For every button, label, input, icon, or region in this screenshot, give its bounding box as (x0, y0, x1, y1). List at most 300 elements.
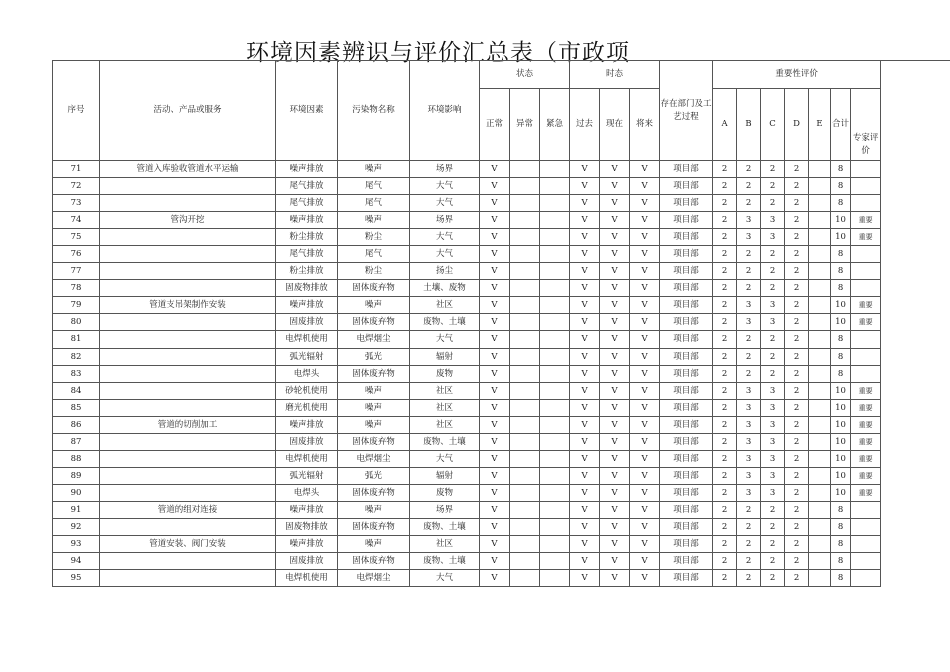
seq-cell: 79 (53, 297, 100, 314)
expert-cell: 重要 (851, 433, 881, 450)
dept-cell: 项目部 (660, 365, 713, 382)
score-c: 2 (761, 246, 785, 263)
score-e (809, 297, 831, 314)
score-b: 2 (737, 331, 761, 348)
abnormal-mark (510, 518, 540, 535)
score-c: 2 (761, 553, 785, 570)
table-row (53, 484, 881, 501)
future-mark: V (630, 433, 660, 450)
score-b: 2 (737, 365, 761, 382)
score-b: 2 (737, 263, 761, 280)
score-d: 2 (785, 246, 809, 263)
factor-cell: 噪声排放 (276, 536, 338, 553)
normal-mark: V (480, 229, 510, 246)
normal-mark: V (480, 467, 510, 484)
past-mark: V (570, 382, 600, 399)
score-e (809, 212, 831, 229)
score-d: 2 (785, 348, 809, 365)
impact-cell: 大气 (410, 195, 480, 212)
score-e (809, 195, 831, 212)
seq-cell: 77 (53, 263, 100, 280)
past-mark: V (570, 536, 600, 553)
present-mark: V (600, 314, 630, 331)
normal-mark: V (480, 536, 510, 553)
future-mark: V (630, 331, 660, 348)
dept-cell: 项目部 (660, 536, 713, 553)
header-tense: 时态 (570, 61, 660, 89)
expert-cell: 重要 (851, 212, 881, 229)
score-b: 3 (737, 433, 761, 450)
pollutant-cell: 固体废弃物 (338, 553, 410, 570)
score-b: 2 (737, 280, 761, 297)
factor-cell: 噪声排放 (276, 212, 338, 229)
header-imp-e: E (809, 89, 831, 161)
table-row (53, 553, 881, 570)
activity-cell (100, 195, 276, 212)
pollutant-cell: 固体废弃物 (338, 280, 410, 297)
future-mark: V (630, 263, 660, 280)
impact-cell: 社区 (410, 536, 480, 553)
score-b: 2 (737, 246, 761, 263)
future-mark: V (630, 518, 660, 535)
pollutant-cell: 噪声 (338, 501, 410, 518)
past-mark: V (570, 467, 600, 484)
score-c: 2 (761, 195, 785, 212)
score-c: 2 (761, 178, 785, 195)
future-mark: V (630, 570, 660, 587)
score-e (809, 536, 831, 553)
score-e (809, 570, 831, 587)
score-a: 2 (713, 484, 737, 501)
total-cell: 10 (831, 314, 851, 331)
past-mark: V (570, 161, 600, 178)
total-cell: 10 (831, 450, 851, 467)
seq-cell: 84 (53, 382, 100, 399)
past-mark: V (570, 280, 600, 297)
score-b: 3 (737, 297, 761, 314)
past-mark: V (570, 399, 600, 416)
expert-cell (851, 263, 881, 280)
factor-cell: 固废排放 (276, 553, 338, 570)
score-d: 2 (785, 518, 809, 535)
table-row (53, 246, 881, 263)
abnormal-mark (510, 348, 540, 365)
score-a: 2 (713, 553, 737, 570)
header-state-abnormal: 异常 (510, 89, 540, 161)
activity-cell: 管道入库验收管道水平运输 (100, 161, 276, 178)
score-e (809, 178, 831, 195)
score-d: 2 (785, 450, 809, 467)
expert-cell: 重要 (851, 416, 881, 433)
score-d: 2 (785, 399, 809, 416)
score-a: 2 (713, 348, 737, 365)
score-c: 3 (761, 297, 785, 314)
table-row (53, 263, 881, 280)
normal-mark: V (480, 450, 510, 467)
total-cell: 8 (831, 246, 851, 263)
score-a: 2 (713, 195, 737, 212)
activity-cell (100, 570, 276, 587)
table-row (53, 416, 881, 433)
past-mark: V (570, 229, 600, 246)
table-row (53, 536, 881, 553)
dept-cell: 项目部 (660, 501, 713, 518)
impact-cell: 废物、土壤 (410, 433, 480, 450)
activity-cell (100, 178, 276, 195)
score-e (809, 365, 831, 382)
factor-cell: 电焊头 (276, 484, 338, 501)
dept-cell: 项目部 (660, 178, 713, 195)
score-a: 2 (713, 570, 737, 587)
abnormal-mark (510, 263, 540, 280)
score-e (809, 484, 831, 501)
seq-cell: 92 (53, 518, 100, 535)
abnormal-mark (510, 399, 540, 416)
total-cell: 10 (831, 229, 851, 246)
present-mark: V (600, 570, 630, 587)
total-cell: 8 (831, 195, 851, 212)
seq-cell: 73 (53, 195, 100, 212)
abnormal-mark (510, 484, 540, 501)
present-mark: V (600, 518, 630, 535)
normal-mark: V (480, 314, 510, 331)
normal-mark: V (480, 518, 510, 535)
total-cell: 10 (831, 212, 851, 229)
score-b: 2 (737, 178, 761, 195)
score-b: 3 (737, 212, 761, 229)
score-d: 2 (785, 212, 809, 229)
expert-cell (851, 195, 881, 212)
factor-cell: 噪声排放 (276, 161, 338, 178)
expert-cell (851, 331, 881, 348)
table-row (53, 450, 881, 467)
score-d: 2 (785, 229, 809, 246)
score-d: 2 (785, 178, 809, 195)
abnormal-mark (510, 450, 540, 467)
seq-cell: 81 (53, 331, 100, 348)
total-cell: 10 (831, 382, 851, 399)
score-d: 2 (785, 297, 809, 314)
abnormal-mark (510, 161, 540, 178)
impact-cell: 土壤、废物 (410, 280, 480, 297)
activity-cell (100, 467, 276, 484)
impact-cell: 场界 (410, 212, 480, 229)
future-mark: V (630, 297, 660, 314)
pollutant-cell: 噪声 (338, 536, 410, 553)
score-d: 2 (785, 382, 809, 399)
factor-cell: 噪声排放 (276, 297, 338, 314)
score-b: 3 (737, 467, 761, 484)
past-mark: V (570, 331, 600, 348)
future-mark: V (630, 416, 660, 433)
emergency-mark (540, 382, 570, 399)
table-row (53, 382, 881, 399)
score-d: 2 (785, 263, 809, 280)
header-tense-past: 过去 (570, 89, 600, 161)
score-d: 2 (785, 416, 809, 433)
abnormal-mark (510, 280, 540, 297)
expert-cell: 重要 (851, 314, 881, 331)
score-b: 3 (737, 416, 761, 433)
activity-cell (100, 484, 276, 501)
pollutant-cell: 噪声 (338, 297, 410, 314)
normal-mark: V (480, 570, 510, 587)
future-mark: V (630, 246, 660, 263)
seq-cell: 85 (53, 399, 100, 416)
pollutant-cell: 电焊烟尘 (338, 331, 410, 348)
total-cell: 10 (831, 467, 851, 484)
present-mark: V (600, 212, 630, 229)
dept-cell: 项目部 (660, 570, 713, 587)
activity-cell: 管道的切削加工 (100, 416, 276, 433)
factor-cell: 噪声排放 (276, 416, 338, 433)
impact-cell: 大气 (410, 450, 480, 467)
activity-cell (100, 553, 276, 570)
seq-cell: 87 (53, 433, 100, 450)
normal-mark: V (480, 246, 510, 263)
impact-cell: 大气 (410, 178, 480, 195)
total-cell: 8 (831, 280, 851, 297)
impact-cell: 辐射 (410, 348, 480, 365)
abnormal-mark (510, 212, 540, 229)
emergency-mark (540, 399, 570, 416)
activity-cell: 管道支吊架制作安装 (100, 297, 276, 314)
total-cell: 8 (831, 348, 851, 365)
factor-cell: 弧光辐射 (276, 467, 338, 484)
emergency-mark (540, 348, 570, 365)
score-a: 2 (713, 536, 737, 553)
score-d: 2 (785, 331, 809, 348)
expert-cell (851, 348, 881, 365)
pollutant-cell: 噪声 (338, 416, 410, 433)
table-row (53, 399, 881, 416)
expert-cell (851, 570, 881, 587)
emergency-mark (540, 467, 570, 484)
score-a: 2 (713, 212, 737, 229)
pollutant-cell: 固体废弃物 (338, 484, 410, 501)
total-cell: 8 (831, 365, 851, 382)
present-mark: V (600, 195, 630, 212)
present-mark: V (600, 263, 630, 280)
future-mark: V (630, 178, 660, 195)
dept-cell: 项目部 (660, 553, 713, 570)
dept-cell: 项目部 (660, 195, 713, 212)
activity-cell (100, 399, 276, 416)
table-row (53, 314, 881, 331)
score-a: 2 (713, 501, 737, 518)
table-row (53, 195, 881, 212)
present-mark: V (600, 280, 630, 297)
activity-cell (100, 229, 276, 246)
score-d: 2 (785, 280, 809, 297)
normal-mark: V (480, 382, 510, 399)
score-c: 2 (761, 570, 785, 587)
abnormal-mark (510, 314, 540, 331)
score-d: 2 (785, 467, 809, 484)
score-c: 2 (761, 263, 785, 280)
score-e (809, 280, 831, 297)
present-mark: V (600, 399, 630, 416)
table-row (53, 518, 881, 535)
total-cell: 10 (831, 416, 851, 433)
pollutant-cell: 电焊烟尘 (338, 570, 410, 587)
emergency-mark (540, 450, 570, 467)
factor-cell: 砂轮机使用 (276, 382, 338, 399)
activity-cell (100, 382, 276, 399)
score-c: 3 (761, 450, 785, 467)
emergency-mark (540, 314, 570, 331)
emergency-mark (540, 161, 570, 178)
dept-cell: 项目部 (660, 518, 713, 535)
activity-cell (100, 246, 276, 263)
score-e (809, 416, 831, 433)
table-row (53, 331, 881, 348)
pollutant-cell: 固体废弃物 (338, 365, 410, 382)
expert-cell: 重要 (851, 297, 881, 314)
score-d: 2 (785, 365, 809, 382)
score-e (809, 348, 831, 365)
score-a: 2 (713, 450, 737, 467)
score-c: 3 (761, 484, 785, 501)
seq-cell: 76 (53, 246, 100, 263)
pollutant-cell: 粉尘 (338, 229, 410, 246)
impact-cell: 扬尘 (410, 263, 480, 280)
abnormal-mark (510, 331, 540, 348)
pollutant-cell: 弧光 (338, 467, 410, 484)
pollutant-cell: 粉尘 (338, 263, 410, 280)
score-b: 3 (737, 484, 761, 501)
pollutant-cell: 固体废弃物 (338, 314, 410, 331)
future-mark: V (630, 212, 660, 229)
seq-cell: 88 (53, 450, 100, 467)
pollutant-cell: 噪声 (338, 212, 410, 229)
factor-cell: 尾气排放 (276, 246, 338, 263)
impact-cell: 大气 (410, 246, 480, 263)
score-c: 2 (761, 536, 785, 553)
table-row (53, 229, 881, 246)
pollutant-cell: 电焊烟尘 (338, 450, 410, 467)
header-factor: 环境因素 (276, 61, 338, 161)
dept-cell: 项目部 (660, 348, 713, 365)
activity-cell (100, 365, 276, 382)
score-b: 2 (737, 501, 761, 518)
score-a: 2 (713, 382, 737, 399)
seq-cell: 78 (53, 280, 100, 297)
dept-cell: 项目部 (660, 212, 713, 229)
header-impact: 环境影响 (410, 61, 480, 161)
future-mark: V (630, 382, 660, 399)
score-a: 2 (713, 178, 737, 195)
future-mark: V (630, 195, 660, 212)
expert-cell (851, 280, 881, 297)
normal-mark: V (480, 553, 510, 570)
impact-cell: 社区 (410, 416, 480, 433)
page-title: 环境因素辨识与评价汇总表（市政项 (246, 40, 630, 66)
score-a: 2 (713, 365, 737, 382)
impact-cell: 辐射 (410, 467, 480, 484)
present-mark: V (600, 161, 630, 178)
total-cell: 10 (831, 399, 851, 416)
header-activity: 活动、产品或服务 (100, 61, 276, 161)
dept-cell: 项目部 (660, 297, 713, 314)
seq-cell: 80 (53, 314, 100, 331)
expert-cell (851, 536, 881, 553)
score-d: 2 (785, 195, 809, 212)
abnormal-mark (510, 229, 540, 246)
header-total: 合计 (831, 89, 851, 161)
present-mark: V (600, 536, 630, 553)
dept-cell: 项目部 (660, 229, 713, 246)
score-e (809, 467, 831, 484)
seq-cell: 94 (53, 553, 100, 570)
score-b: 2 (737, 518, 761, 535)
score-d: 2 (785, 161, 809, 178)
dept-cell: 项目部 (660, 416, 713, 433)
factor-cell: 电焊机使用 (276, 570, 338, 587)
score-c: 2 (761, 280, 785, 297)
impact-cell: 社区 (410, 382, 480, 399)
past-mark: V (570, 246, 600, 263)
score-c: 3 (761, 399, 785, 416)
emergency-mark (540, 433, 570, 450)
score-e (809, 246, 831, 263)
factor-cell: 固废物排放 (276, 280, 338, 297)
score-a: 2 (713, 229, 737, 246)
past-mark: V (570, 314, 600, 331)
score-c: 2 (761, 518, 785, 535)
total-cell: 8 (831, 570, 851, 587)
factor-cell: 弧光辐射 (276, 348, 338, 365)
score-b: 3 (737, 314, 761, 331)
emergency-mark (540, 212, 570, 229)
abnormal-mark (510, 297, 540, 314)
future-mark: V (630, 450, 660, 467)
future-mark: V (630, 161, 660, 178)
normal-mark: V (480, 178, 510, 195)
emergency-mark (540, 331, 570, 348)
total-cell: 8 (831, 536, 851, 553)
emergency-mark (540, 518, 570, 535)
activity-cell: 管道安装、阀门安装 (100, 536, 276, 553)
score-c: 3 (761, 433, 785, 450)
factor-cell: 电焊机使用 (276, 331, 338, 348)
impact-cell: 大气 (410, 570, 480, 587)
score-e (809, 399, 831, 416)
score-e (809, 263, 831, 280)
future-mark: V (630, 314, 660, 331)
present-mark: V (600, 467, 630, 484)
pollutant-cell: 尾气 (338, 246, 410, 263)
normal-mark: V (480, 501, 510, 518)
past-mark: V (570, 570, 600, 587)
emergency-mark (540, 416, 570, 433)
seq-cell: 75 (53, 229, 100, 246)
header-state-normal: 正常 (480, 89, 510, 161)
future-mark: V (630, 348, 660, 365)
header-seq: 序号 (53, 61, 100, 161)
normal-mark: V (480, 433, 510, 450)
normal-mark: V (480, 263, 510, 280)
impact-cell: 场界 (410, 501, 480, 518)
dept-cell: 项目部 (660, 280, 713, 297)
score-c: 3 (761, 229, 785, 246)
header-state-emergency: 紧急 (540, 89, 570, 161)
table-row (53, 365, 881, 382)
pollutant-cell: 固体废弃物 (338, 433, 410, 450)
score-b: 3 (737, 399, 761, 416)
table-top-rule (880, 60, 950, 61)
activity-cell (100, 433, 276, 450)
